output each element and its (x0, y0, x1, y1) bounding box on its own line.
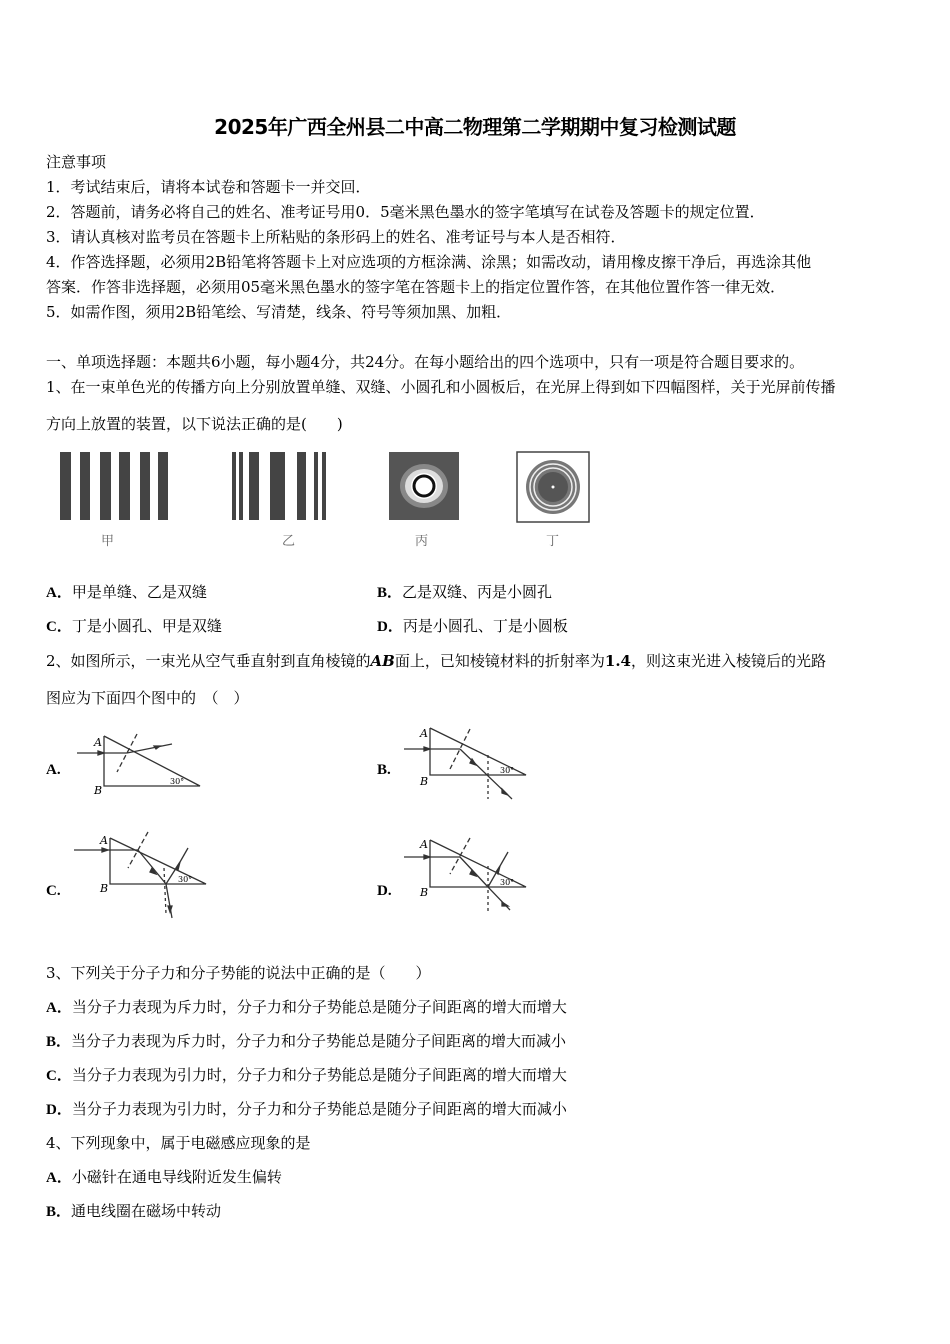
notice-item: 3．请认真核对监考员在答题卡上所粘贴的条形码上的姓名、准考证号与本人是否相符． (46, 228, 626, 246)
page-title: 2025年广西全州县二中高二物理第二学期期中复习检测试题 (214, 115, 736, 139)
svg-text:30°: 30° (178, 875, 193, 884)
notice-item: 5．如需作图，须用2B铅笔绘、写清楚，线条、符号等须加黑、加粗． (46, 303, 512, 321)
q1-stem-line1: 1、在一束单色光的传播方向上分别放置单缝、双缝、小圆孔和小圆板后，在光屏上得到如下四幅图样，关于光屏前传播 (46, 378, 836, 396)
q2-option-a[interactable]: A. (46, 762, 61, 778)
figure-label-yi: 乙 (282, 534, 296, 549)
pattern-bing-figure (388, 450, 460, 522)
notice-item: 1．考试结束后，请将本试卷和答题卡一并交回． (46, 178, 371, 196)
q2-stem-line2: 图应为下面四个图中的 （ ） (46, 689, 249, 707)
notice-item: 2．答题前，请务必将自己的姓名、准考证号用0．5毫米黑色墨水的签字笔填写在试卷及答题卡的规定位置． (46, 203, 765, 221)
svg-text:A: A (100, 834, 108, 847)
svg-text:B: B (420, 886, 429, 899)
figure-label-bing: 丙 (415, 534, 429, 549)
pattern-ding-figure (516, 450, 592, 526)
q3-option-d[interactable]: D．当分子力表现为引力时，分子力和分子势能总是随分子间距离的增大而减小 (46, 1100, 567, 1118)
pattern-jia-figure (58, 450, 168, 522)
q3-option-c[interactable]: C．当分子力表现为引力时，分子力和分子势能总是随分子间距离的增大而增大 (46, 1066, 567, 1084)
svg-text:30°: 30° (170, 777, 185, 786)
pattern-yi-figure (230, 450, 338, 522)
svg-text:30°: 30° (500, 766, 515, 775)
q1-stem-line2: 方向上放置的装置，以下说法正确的是( ) (46, 415, 343, 433)
q2-option-d[interactable]: D. (377, 883, 392, 899)
svg-text:A: A (94, 736, 102, 749)
prism-diagram-d (402, 830, 532, 915)
notice-item: 答案．作答非选择题，必须用05毫米黑色墨水的签字笔在答题卡上的指定位置作答，在其他位置作答一律无效． (46, 278, 786, 296)
figure-label-ding: 丁 (546, 534, 560, 549)
q3-option-b[interactable]: B．当分子力表现为斥力时，分子力和分子势能总是随分子间距离的增大而减小 (46, 1032, 567, 1050)
figure-label-jia: 甲 (101, 534, 115, 549)
q2-option-b[interactable]: B. (377, 762, 391, 778)
svg-text:B: B (94, 784, 103, 797)
q4-option-b[interactable]: B．通电线圈在磁场中转动 (46, 1202, 222, 1220)
notice-item: 4．作答选择题，必须用2B铅笔将答题卡上对应选项的方框涂满、涂黑；如需改动，请用橡皮擦干净后，再选涂其他 (46, 253, 812, 271)
prism-diagram-a (72, 730, 207, 798)
section-heading: 一、单项选择题：本题共6小题，每小题4分，共24分。在每小题给出的四个选项中，只有一项是符合题目要求的。 (46, 353, 805, 371)
q4-option-a[interactable]: A．小磁针在通电导线附近发生偏转 (46, 1168, 282, 1186)
q3-stem: 3、下列关于分子力和分子势能的说法中正确的是（ ） (46, 964, 431, 982)
q2-stem-line1: 2、如图所示，一束光从空气垂直射到直角棱镜的AB面上，已知棱镜材料的折射率为1.4，则这束光进入棱镜后的光路 (46, 652, 827, 670)
q4-stem: 4、下列现象中，属于电磁感应现象的是 (46, 1134, 311, 1152)
svg-text:30°: 30° (500, 878, 515, 887)
q1-option-c[interactable]: C．丁是小圆孔、甲是双缝 (46, 617, 222, 635)
svg-text:A: A (420, 838, 428, 851)
prism-diagram-c (72, 828, 212, 920)
q1-option-b[interactable]: B．乙是双缝、丙是小圆孔 (377, 583, 553, 601)
svg-text:B: B (100, 882, 109, 895)
prism-diagram-b (402, 725, 532, 805)
svg-text:A: A (420, 727, 428, 740)
svg-text:B: B (420, 775, 429, 788)
notice-heading: 注意事项 (46, 153, 107, 171)
q2-option-c[interactable]: C. (46, 883, 61, 899)
q3-option-a[interactable]: A．当分子力表现为斥力时，分子力和分子势能总是随分子间距离的增大而增大 (46, 998, 567, 1016)
q1-option-d[interactable]: D．丙是小圆孔、丁是小圆板 (377, 617, 568, 635)
q1-option-a[interactable]: A．甲是单缝、乙是双缝 (46, 583, 207, 601)
